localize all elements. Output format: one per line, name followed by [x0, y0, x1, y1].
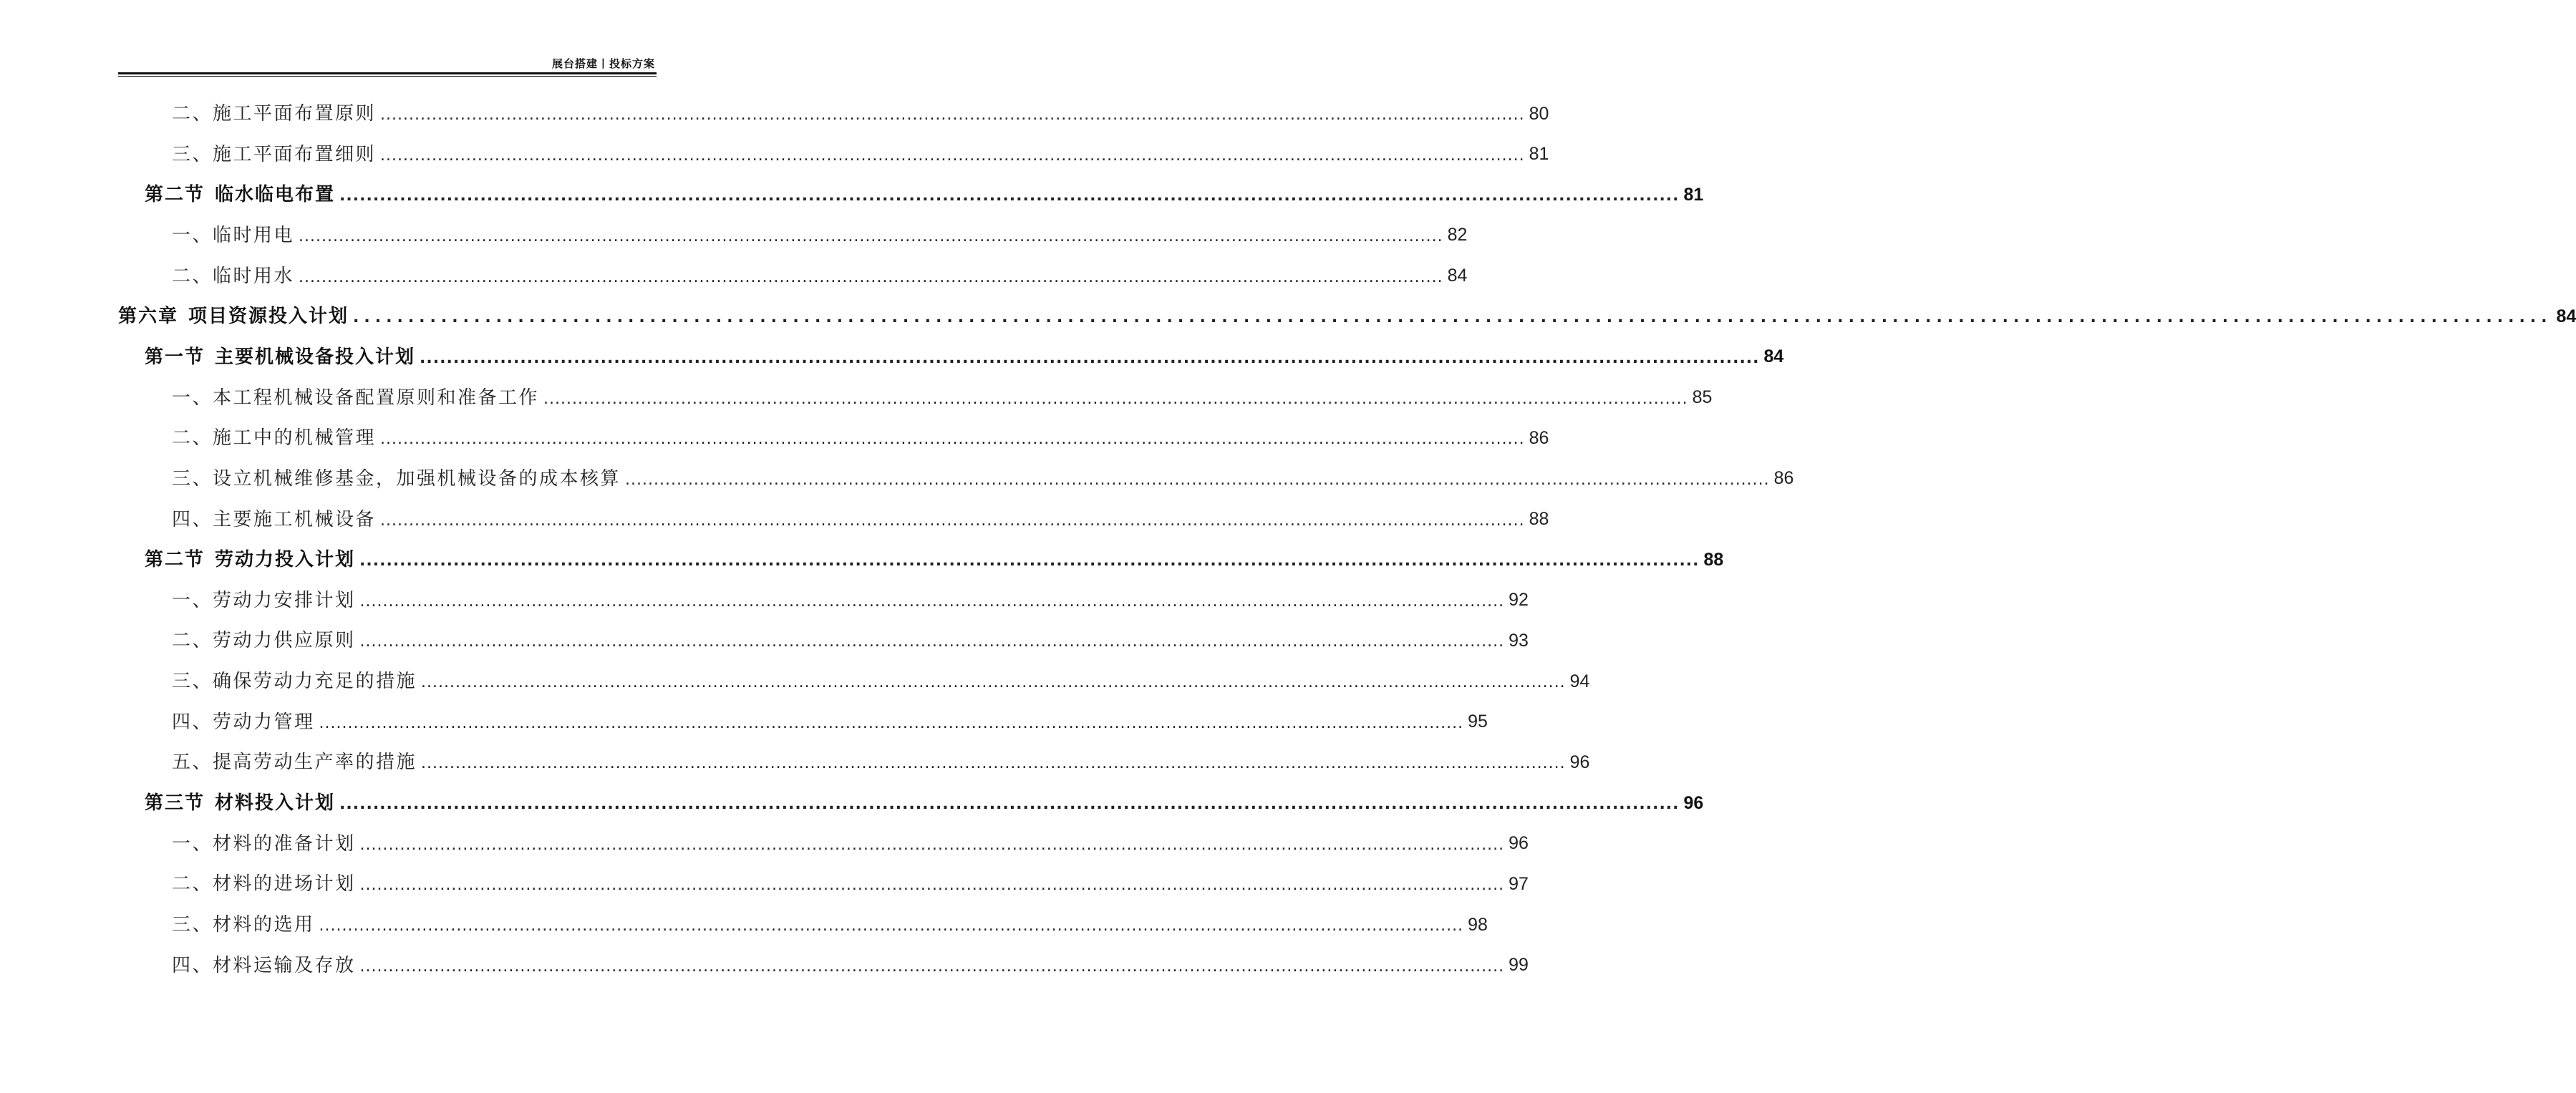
toc-page-number: 85: [1692, 387, 1713, 408]
toc-leader-dots: ........................................................................................................................................................................................................: [421, 674, 1566, 692]
toc-leader-dots: ........................................................................................................................................................................................................: [299, 227, 1443, 246]
toc-leader-dots: ........................................................................................................................................................................................................: [299, 268, 1443, 286]
toc-leader-dots: ........................................................................................................................................................................................................: [420, 349, 1760, 367]
toc-entry-section[interactable]: [0, 783, 1704, 823]
toc-entry-item[interactable]: [0, 702, 1488, 742]
toc-page-number: 88: [1529, 509, 1549, 529]
toc-entry-label: 第一节: [145, 346, 205, 368]
toc-leader-dots: ........................................................................................................................................................................................................: [359, 835, 1505, 854]
toc-page-number: 93: [1509, 630, 1529, 651]
toc-entry-item[interactable]: [0, 215, 1468, 256]
toc-entry-label: 五、提高劳动生产率的措施: [172, 752, 417, 774]
toc-page-number: 86: [1773, 468, 1794, 489]
toc-entry-title: [172, 389, 539, 407]
toc-entry-item[interactable]: [0, 824, 1529, 864]
toc-entry-label: 二、施工平面布置原则: [172, 103, 377, 125]
toc-leader-dots: ........................................................................................................................................................................................................: [380, 146, 1525, 165]
toc-entry-subtitle: 劳动力投入计划: [215, 549, 356, 571]
toc-entry-label: 三、施工平面布置细则: [172, 143, 377, 165]
toc-entry-title: [145, 792, 336, 815]
toc-leader-dots: ........................................................................................................................................................................................................: [359, 633, 1505, 651]
toc-entry-item[interactable]: [0, 661, 1590, 701]
toc-entry-label: 一、临时用电: [172, 224, 295, 246]
toc-entry-item[interactable]: [0, 864, 1529, 904]
toc-leader-dots: ........................................................................................................................................................................................................: [353, 309, 2552, 327]
toc-leader-dots: ........................................................................................................................................................................................................: [359, 552, 1700, 570]
toc-page-number: 98: [1468, 914, 1488, 935]
toc-entry-title: [172, 467, 621, 490]
toc-entry-title: [172, 510, 376, 529]
toc-page-number: 81: [1529, 144, 1549, 165]
toc-entry-item[interactable]: [0, 500, 1549, 540]
toc-page-number: 88: [1703, 549, 1724, 570]
toc-entry-label: 第二节: [145, 184, 205, 206]
toc-entry-title: [172, 915, 315, 934]
toc-entry-subtitle: 项目资源投入计划: [188, 306, 349, 328]
toc-entry-item[interactable]: [0, 135, 1549, 175]
toc-entry-title: [145, 185, 335, 204]
toc-leader-dots: ........................................................................................................................................................................................................: [339, 795, 1680, 814]
toc-entry-item[interactable]: [0, 94, 1549, 134]
toc-entry-label: 四、劳动力管理: [172, 711, 315, 733]
toc-leader-dots: ........................................................................................................................................................................................................: [339, 187, 1680, 205]
header-rule-thick: [118, 72, 657, 74]
page-header-title: 展台搭建丨投标方案: [551, 57, 655, 70]
toc-leader-dots: ........................................................................................................................................................................................................: [380, 430, 1525, 449]
toc-entry-title: [172, 875, 356, 893]
toc-entry-title: [172, 672, 417, 691]
toc-entry-label: 三、材料的选用: [172, 914, 315, 936]
toc-entry-label: 二、劳动力供应原则: [172, 630, 356, 652]
toc-entry-item[interactable]: [0, 905, 1488, 945]
toc-leader-dots: ........................................................................................................................................................................................................: [359, 592, 1505, 611]
toc-entry-title: [172, 105, 376, 123]
toc-page-number: 92: [1509, 590, 1529, 611]
toc-leader-dots: ........................................................................................................................................................................................................: [359, 876, 1505, 895]
toc-page-number: 86: [1529, 427, 1549, 448]
toc-entry-title: [145, 348, 415, 366]
toc-page-number: 84: [2556, 306, 2576, 326]
toc-entry-section[interactable]: [0, 337, 1784, 377]
toc-page-number: 99: [1509, 955, 1529, 976]
toc-entry-title: [172, 226, 294, 245]
toc-entry-label: 四、主要施工机械设备: [172, 508, 377, 530]
toc-leader-dots: ........................................................................................................................................................................................................: [319, 714, 1464, 732]
toc-entry-item[interactable]: [0, 459, 1794, 499]
toc-entry-item[interactable]: [0, 742, 1590, 782]
toc-entry-subtitle: 临水临电布置: [215, 184, 336, 206]
toc-entry-title: [172, 427, 377, 450]
toc-entry-title: [172, 267, 294, 286]
toc-entry-title: [145, 550, 355, 569]
toc-page-number: 81: [1683, 184, 1704, 205]
toc-entry-subtitle: 主要机械设备投入计划: [215, 346, 416, 368]
toc-leader-dots: ........................................................................................................................................................................................................: [319, 917, 1464, 935]
toc-entry-label: 四、材料运输及存放: [172, 954, 356, 976]
toc-page-number: 82: [1447, 225, 1468, 246]
toc-leader-dots: ........................................................................................................................................................................................................: [625, 470, 1770, 489]
toc-page-number: 94: [1569, 671, 1590, 691]
toc-page-number: 84: [1763, 346, 1784, 367]
toc-entry-subtitle: 材料投入计划: [215, 792, 336, 815]
toc-entry-section[interactable]: [0, 175, 1704, 215]
toc-entry-label: 二、施工中的机械管理: [172, 427, 377, 450]
toc-entry-title: [172, 631, 356, 650]
toc-entry-label: 一、材料的准备计划: [172, 832, 356, 855]
toc-page-number: 96: [1569, 752, 1590, 772]
toc-entry-title: [172, 145, 376, 164]
toc-leader-dots: ........................................................................................................................................................................................................: [380, 511, 1525, 530]
toc-page-number: 95: [1468, 711, 1488, 732]
toc-entry-label: 二、临时用水: [172, 265, 295, 287]
toc-entry-item[interactable]: [0, 256, 1468, 296]
toc-entry-title: [172, 753, 417, 772]
toc-leader-dots: ........................................................................................................................................................................................................: [380, 106, 1525, 124]
toc-entry-label: 第二节: [145, 549, 205, 571]
toc-leader-dots: ........................................................................................................................................................................................................: [359, 957, 1505, 976]
toc-entry-title: [172, 832, 356, 855]
toc-entry-item[interactable]: [0, 580, 1529, 621]
toc-leader-dots: ........................................................................................................................................................................................................: [543, 389, 1688, 408]
toc-entry-item[interactable]: [0, 946, 1529, 986]
toc-entry-label: 二、材料的进场计划: [172, 873, 356, 895]
toc-page-number: 80: [1529, 103, 1549, 124]
toc-entry-label: 第六章: [118, 306, 179, 328]
toc-entry-label: 一、劳动力安排计划: [172, 589, 356, 611]
toc-leader-dots: ........................................................................................................................................................................................................: [421, 754, 1566, 773]
header-rule-thin: [118, 76, 657, 77]
toc-entry-section[interactable]: [0, 540, 1724, 580]
toc-entry-label: 三、设立机械维修基金，加强机械设备的成本核算: [172, 467, 621, 490]
toc-entry-item[interactable]: [0, 621, 1529, 661]
toc-entry-label: 三、确保劳动力充足的措施: [172, 671, 417, 693]
toc-entry-title: [172, 591, 356, 610]
toc-entry-chapter[interactable]: [0, 296, 2576, 336]
toc-entry-item[interactable]: [0, 418, 1549, 458]
toc-page-number: 96: [1683, 792, 1704, 813]
toc-entry-label: 一、本工程机械设备配置原则和准备工作: [172, 387, 540, 409]
toc-entry-item[interactable]: [0, 378, 1713, 418]
toc-entry-title: [172, 956, 356, 975]
toc-entry-title: [172, 713, 315, 732]
toc-entry-label: 第三节: [145, 792, 205, 815]
toc-page-number: 96: [1509, 833, 1529, 854]
toc-entry-title: [118, 307, 349, 326]
toc-page-number: 84: [1447, 266, 1468, 286]
toc-page-number: 97: [1509, 873, 1529, 894]
